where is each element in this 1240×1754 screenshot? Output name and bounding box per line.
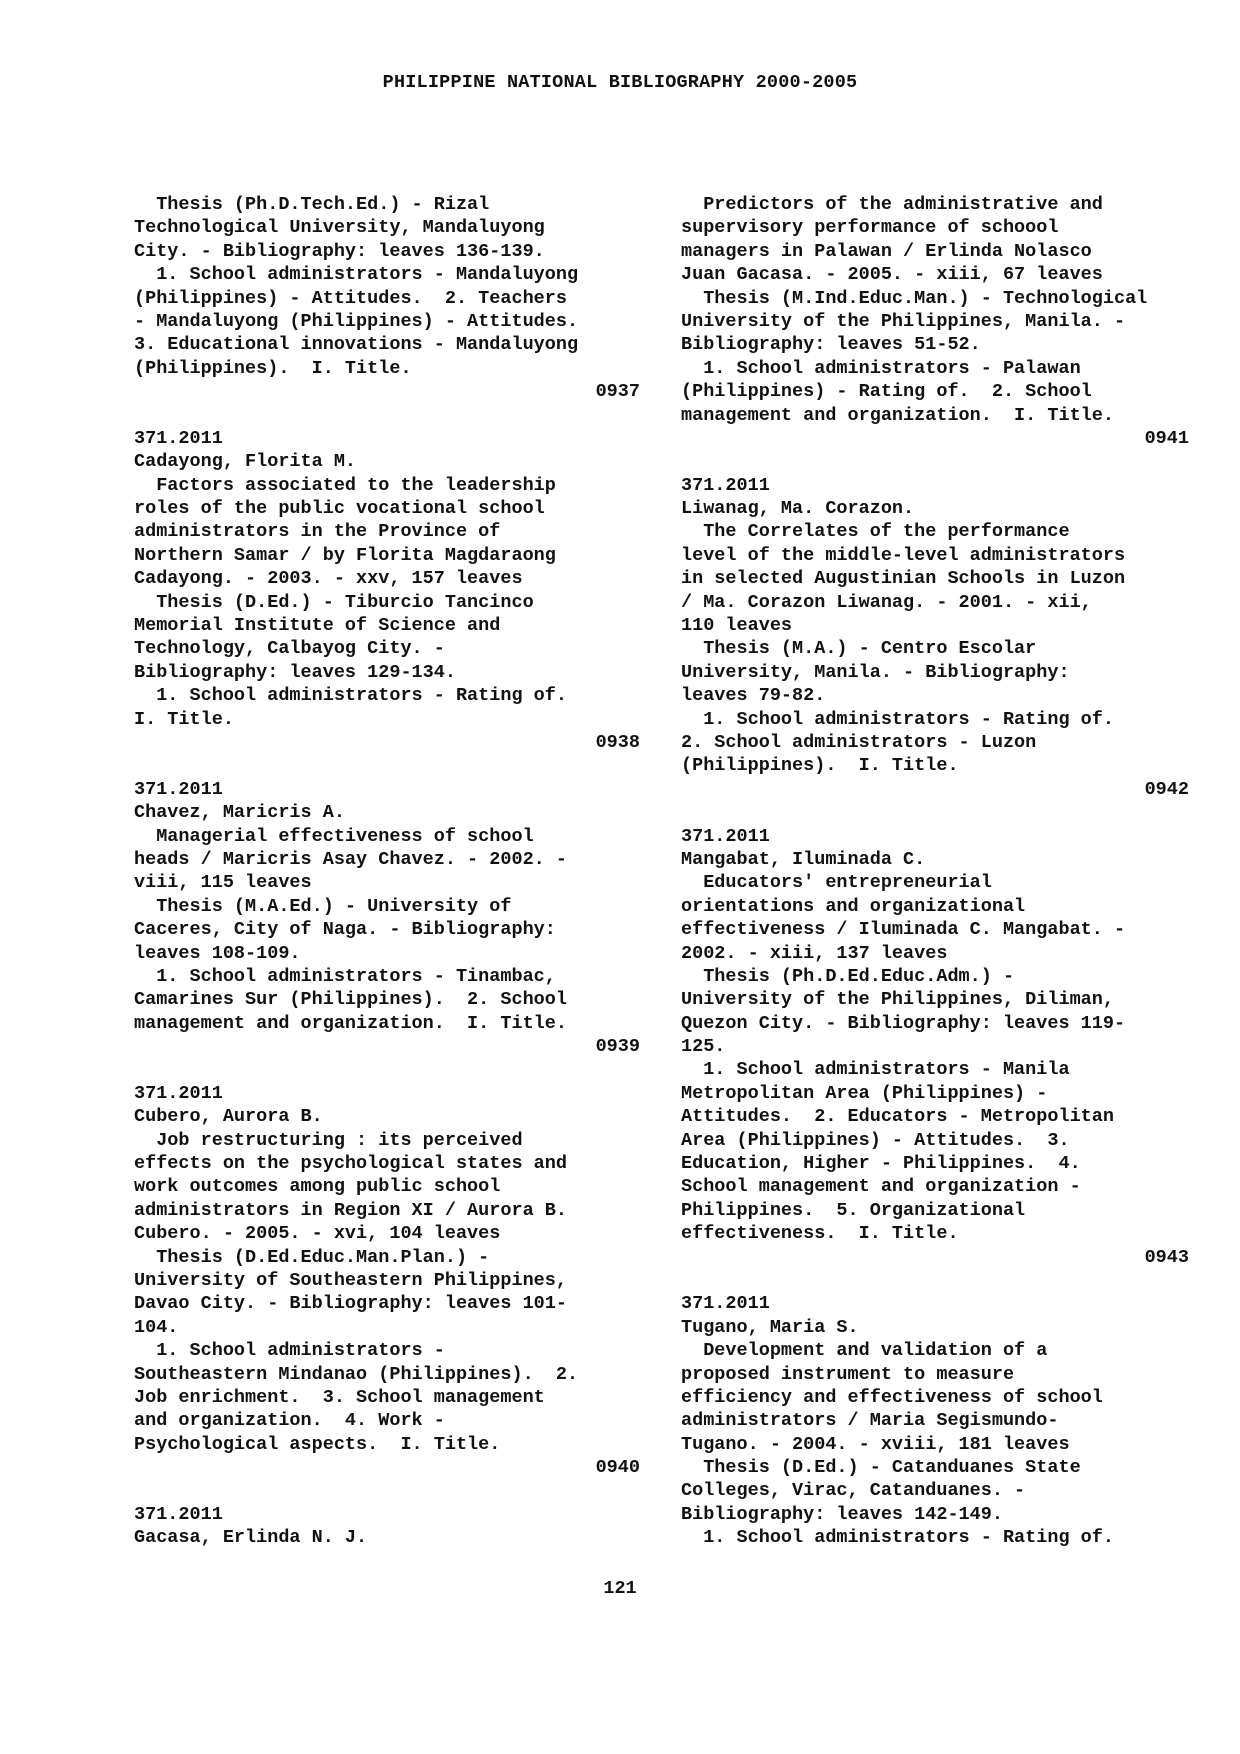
entry-text-line: management and organization. I. Title. <box>681 404 1114 426</box>
entry-text-line: University of the Philippines, Manila. - <box>681 310 1126 332</box>
entry-text-line: administrators in Region XI / Aurora B. <box>134 1199 567 1221</box>
entry-text-line: (Philippines) - Attitudes. 2. Teachers <box>134 287 567 309</box>
left-column <box>134 193 640 1550</box>
entry-text-line: administrators in the Province of <box>134 521 501 543</box>
entry-number: 0938 <box>595 731 640 753</box>
entry-text-line: Bibliography: leaves 51-52. <box>681 334 981 356</box>
entry-text-line: 1. School administrators - Rating of. <box>681 708 1114 730</box>
right-column <box>681 193 1189 1550</box>
entry-text-line: Quezon City. - Bibliography: leaves 119- <box>681 1012 1126 1034</box>
entry-text-line: Liwanag, Ma. Corazon. <box>681 498 915 520</box>
entry-text-line: University, Manila. - Bibliography: <box>681 661 1070 683</box>
entry-text-line: work outcomes among public school <box>134 1176 501 1198</box>
page-number: 121 <box>603 1578 637 1599</box>
entry-text-line: Davao City. - Bibliography: leaves 101- <box>134 1293 567 1315</box>
entry-text-line: The Correlates of the performance <box>681 521 1070 543</box>
entry-number: 0943 <box>1144 1246 1189 1268</box>
entry-text-line: Camarines Sur (Philippines). 2. School <box>134 989 567 1011</box>
entry-text-line: Technological University, Mandaluyong <box>134 217 545 239</box>
spacer <box>134 754 640 777</box>
entry-text-line: Area (Philippines) - Attitudes. 3. <box>681 1129 1070 1151</box>
entry-text-line: Predictors of the administrative and <box>681 194 1103 215</box>
entry-text-line: Managerial effectiveness of school <box>134 825 534 847</box>
entry-number: 0942 <box>1144 778 1189 800</box>
entry-text-line: viii, 115 leaves <box>134 872 312 894</box>
entry-text-line: proposed instrument to measure <box>681 1363 1015 1385</box>
entry-text-line: Bibliography: leaves 129-134. <box>134 661 456 683</box>
entry-text-line: Tugano, Maria S. <box>681 1316 859 1338</box>
entry-text-line: Thesis (Ph.D.Ed.Educ.Adm.) - <box>681 965 1015 987</box>
entry-text-line: in selected Augustinian Schools in Luzon <box>681 568 1126 590</box>
spacer <box>681 450 1189 473</box>
entry-text-line: (Philippines). I. Title. <box>134 357 412 379</box>
entry-text-line: Mangabat, Iluminada C. <box>681 848 926 870</box>
entry-text-line: 110 leaves <box>681 615 793 637</box>
entry-text-line: and organization. 4. Work - <box>134 1410 445 1432</box>
entry-text-line: Juan Gacasa. - 2005. - xiii, 67 leaves <box>681 264 1103 286</box>
entry-text-line: University of Southeastern Philippines, <box>134 1269 567 1291</box>
entry-text-line: Colleges, Virac, Catanduanes. - <box>681 1480 1026 1502</box>
entry-text-line: Bibliography: leaves 142-149. <box>681 1503 1003 1525</box>
entry-text-line: Psychological aspects. I. Title. <box>134 1433 501 1455</box>
entry-text-line: Tugano. - 2004. - xviii, 181 leaves <box>681 1433 1070 1455</box>
spacer <box>134 1479 640 1502</box>
entry-number: 0937 <box>595 381 640 403</box>
entry-text-line: effects on the psychological states and <box>134 1153 567 1175</box>
entry-text-line: 1. School administrators - Tinambac, <box>134 965 556 987</box>
call-number: 371.2011 <box>134 427 223 449</box>
entry-text-line: 1. School administrators - <box>134 1340 445 1362</box>
entry-text-line: supervisory performance of schoool <box>681 217 1059 239</box>
entry-text-line: Educators' entrepreneurial <box>681 872 992 894</box>
spacer <box>134 404 640 427</box>
entry-text-line: 1. School administrators - Mandaluyong <box>134 264 579 286</box>
entry-text-line: Thesis (Ph.D.Tech.Ed.) - Rizal <box>134 194 490 215</box>
entry-text-line: effectiveness / Iluminada C. Mangabat. - <box>681 919 1126 941</box>
entry-text-line: Thesis (M.A.Ed.) - University of <box>134 895 512 917</box>
entry-text-line: Thesis (M.A.) - Centro Escolar <box>681 638 1037 660</box>
entry-text-line: Cubero. - 2005. - xvi, 104 leaves <box>134 1223 501 1245</box>
entry-number: 0939 <box>595 1036 640 1058</box>
entry-text-line: University of the Philippines, Diliman, <box>681 989 1114 1011</box>
entry-text-line: Job restructuring : its perceived <box>134 1129 523 1151</box>
entry-text-line: 1. School administrators - Palawan <box>681 357 1081 379</box>
call-number: 371.2011 <box>681 825 770 847</box>
spacer <box>134 1058 640 1081</box>
entry-text-line: Metropolitan Area (Philippines) - <box>681 1082 1048 1104</box>
entry-text-line: Education, Higher - Philippines. 4. <box>681 1153 1081 1175</box>
call-number: 371.2011 <box>681 474 770 496</box>
entry-text-line: managers in Palawan / Erlinda Nolasco <box>681 240 1092 262</box>
spacer <box>681 801 1189 824</box>
entry-text-line: level of the middle-level administrators <box>681 544 1126 566</box>
entry-text-line: (Philippines) - Rating of. 2. School <box>681 381 1092 403</box>
entry-text-line: / Ma. Corazon Liwanag. - 2001. - xii, <box>681 591 1092 613</box>
entry-text-line: City. - Bibliography: leaves 136-139. <box>134 240 545 262</box>
entry-text-line: Cubero, Aurora B. <box>134 1106 323 1128</box>
entry-text-line: Factors associated to the leadership <box>134 474 556 496</box>
call-number: 371.2011 <box>134 1082 223 1104</box>
page-header: PHILIPPINE NATIONAL BIBLIOGRAPHY 2000-2005 <box>382 72 858 93</box>
entry-text-line: Cadayong. - 2003. - xxv, 157 leaves <box>134 568 523 590</box>
entry-text-line: leaves 79-82. <box>681 685 826 707</box>
entry-text-line: leaves 108-109. <box>134 942 301 964</box>
entry-text-line: 2002. - xiii, 137 leaves <box>681 942 948 964</box>
entry-text-line: I. Title. <box>134 708 234 730</box>
entry-text-line: Thesis (D.Ed.) - Catanduanes State <box>681 1457 1081 1479</box>
call-number: 371.2011 <box>134 778 223 800</box>
entry-text-line: - Mandaluyong (Philippines) - Attitudes. <box>134 310 579 332</box>
entry-text-line: Development and validation of a <box>681 1340 1048 1362</box>
call-number: 371.2011 <box>681 1293 770 1315</box>
entry-text-line: Philippines. 5. Organizational <box>681 1199 1026 1221</box>
entry-text-line: roles of the public vocational school <box>134 498 545 520</box>
entry-text-line: administrators / Maria Segismundo- <box>681 1410 1059 1432</box>
entry-text-line: Chavez, Maricris A. <box>134 802 345 824</box>
entry-text-line: (Philippines). I. Title. <box>681 755 959 777</box>
entry-text-line: management and organization. I. Title. <box>134 1012 567 1034</box>
entry-text-line: Memorial Institute of Science and <box>134 615 501 637</box>
entry-text-line: Gacasa, Erlinda N. J. <box>134 1527 368 1549</box>
spacer <box>681 1269 1189 1292</box>
entry-text-line: School management and organization - <box>681 1176 1081 1198</box>
entry-text-line: efficiency and effectiveness of school <box>681 1386 1103 1408</box>
entry-text-line: 1. School administrators - Rating of. <box>681 1527 1114 1549</box>
entry-text-line: Thesis (M.Ind.Educ.Man.) - Technological <box>681 287 1148 309</box>
entry-text-line: 104. <box>134 1316 179 1338</box>
entry-text-line: Caceres, City of Naga. - Bibliography: <box>134 919 556 941</box>
entry-text-line: Thesis (D.Ed.) - Tiburcio Tancinco <box>134 591 534 613</box>
entry-number: 0940 <box>595 1457 640 1479</box>
entry-text-line: Cadayong, Florita M. <box>134 451 357 473</box>
entry-text-line: Thesis (D.Ed.Educ.Man.Plan.) - <box>134 1246 490 1268</box>
entry-text-line: 2. School administrators - Luzon <box>681 731 1037 753</box>
entry-text-line: Job enrichment. 3. School management <box>134 1386 545 1408</box>
entry-text-line: 1. School administrators - Manila <box>681 1059 1070 1081</box>
entry-text-line: effectiveness. I. Title. <box>681 1223 959 1245</box>
entry-text-line: Technology, Calbayog City. - <box>134 638 445 660</box>
entry-text-line: 125. <box>681 1036 726 1058</box>
entry-number: 0941 <box>1144 427 1189 449</box>
entry-text-line: Southeastern Mindanao (Philippines). 2. <box>134 1363 579 1385</box>
entry-text-line: 1. School administrators - Rating of. <box>134 685 567 707</box>
entry-text-line: Attitudes. 2. Educators - Metropolitan <box>681 1106 1114 1128</box>
entry-text-line: Northern Samar / by Florita Magdaraong <box>134 544 556 566</box>
entry-text-line: orientations and organizational <box>681 895 1026 917</box>
entry-text-line: heads / Maricris Asay Chavez. - 2002. - <box>134 848 567 870</box>
call-number: 371.2011 <box>134 1503 223 1525</box>
entry-text-line: 3. Educational innovations - Mandaluyong <box>134 334 579 356</box>
